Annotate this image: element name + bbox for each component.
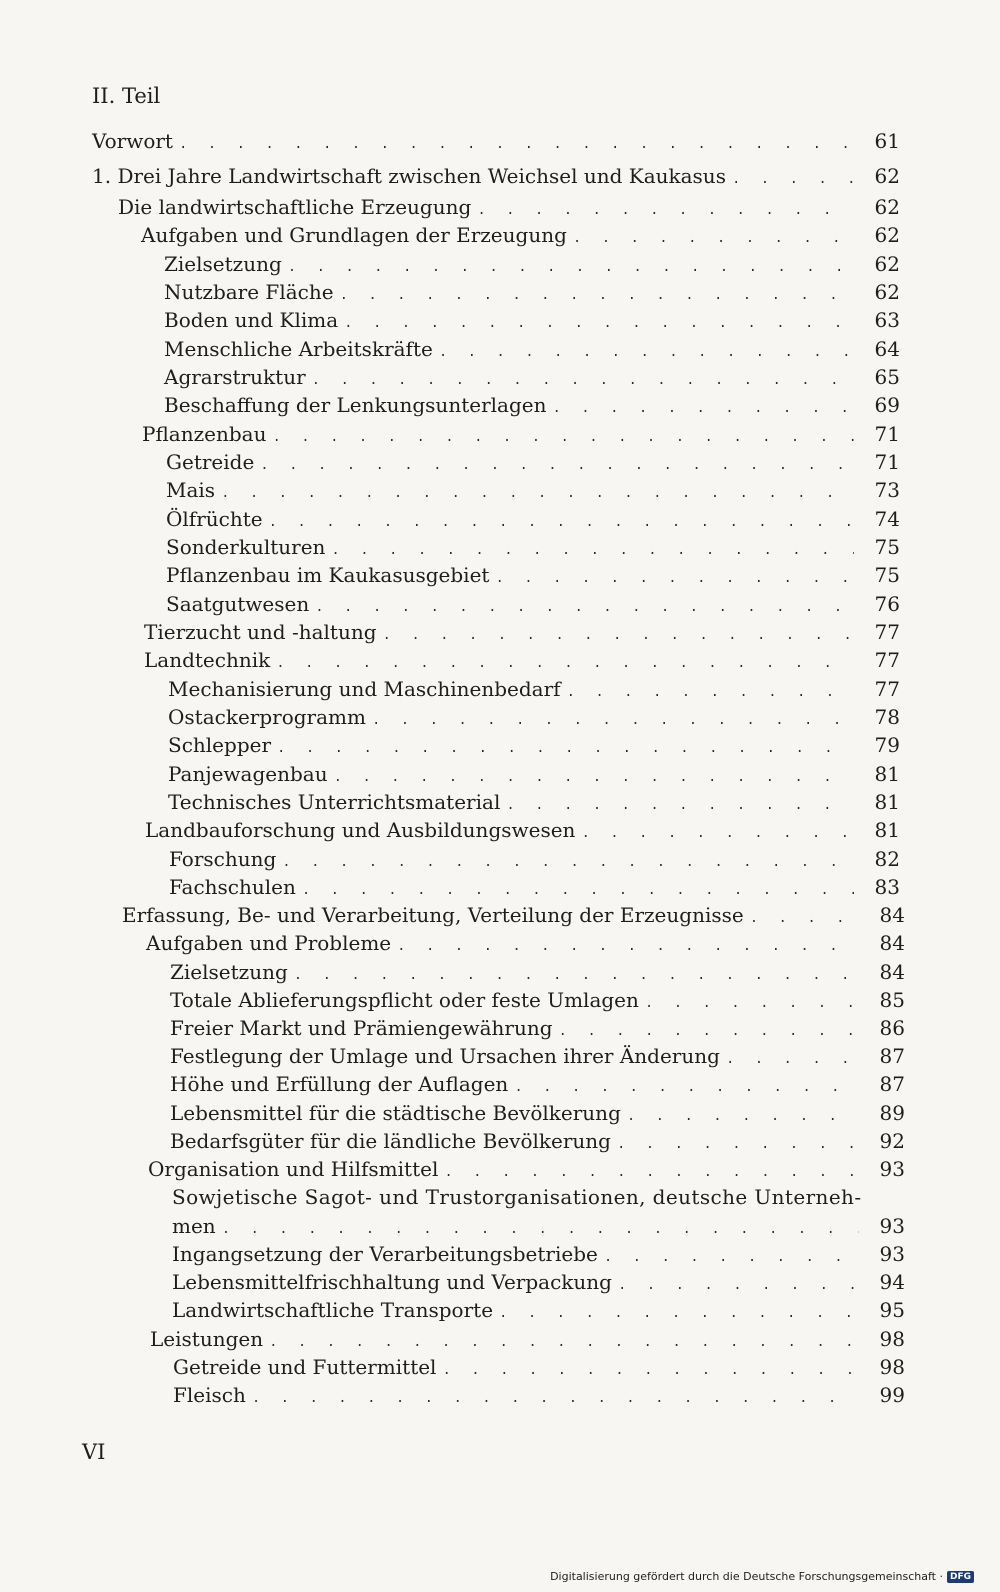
toc-entry-label: Boden und Klima — [164, 308, 339, 332]
toc-entry-label: Landtechnik — [144, 648, 271, 672]
toc-entry-page: 99 — [879, 1383, 905, 1407]
toc-entry — [166, 504, 900, 534]
toc-entry — [141, 220, 900, 250]
toc-entry-label: Beschaffung der Lenkungsunterlagen — [164, 393, 547, 417]
toc-entry — [168, 730, 900, 760]
toc-entry-label: Sonderkulturen — [166, 535, 326, 559]
toc-entry-label: Schlepper — [168, 733, 272, 757]
toc-entry-page: 62 — [874, 195, 900, 219]
toc-entry — [172, 1239, 905, 1269]
toc-entry — [173, 1380, 905, 1410]
page-folio: VI — [82, 1440, 106, 1464]
toc-entry — [164, 334, 900, 364]
dfg-logo: DFG — [947, 1571, 974, 1583]
toc-entry-page: 62 — [874, 280, 900, 304]
toc-entry-page: 93 — [879, 1214, 905, 1238]
toc-entry-page: 81 — [874, 762, 900, 786]
toc-entry-page: 87 — [879, 1072, 905, 1096]
toc-entry-page: 75 — [874, 535, 900, 559]
toc-entry-page: 98 — [879, 1327, 905, 1351]
toc-entry — [168, 759, 900, 789]
toc-entry-label: Höhe und Erfüllung der Auflagen — [170, 1072, 509, 1096]
toc-entry-page: 73 — [874, 478, 900, 502]
toc-entry-label: Totale Ablieferungspflicht oder feste Umlagen — [170, 988, 639, 1012]
toc-entry — [122, 900, 905, 930]
toc-entry-label: Freier Markt und Prämiengewährung — [170, 1016, 553, 1040]
toc-entry — [170, 1041, 905, 1071]
toc-entry-page: 76 — [874, 592, 900, 616]
toc-entry — [166, 560, 900, 590]
dot-leader — [732, 165, 854, 195]
toc-entry-label: men — [172, 1214, 216, 1238]
toc-entry-page: 77 — [874, 677, 900, 701]
toc-entry-label: Menschliche Arbeitskräfte — [164, 337, 433, 361]
toc-entry-page: 92 — [879, 1129, 905, 1153]
toc-entry — [168, 674, 900, 704]
toc-entry-page: 84 — [879, 931, 905, 955]
toc-entry-label: Landwirtschaftliche Transporte — [172, 1298, 494, 1322]
footer-text: Digitalisierung gefördert durch die Deutsche Forschungsgemeinschaft · — [550, 1570, 943, 1583]
toc-entry-wrapped-line: Sowjetische Sagot- und Trustorganisationen, deutsche Unterneh- — [172, 1185, 862, 1209]
toc-entry-page: 62 — [874, 164, 900, 188]
toc-entry — [172, 1267, 905, 1297]
toc-entry-label: Pflanzenbau im Kaukasusgebiet — [166, 563, 490, 587]
toc-entry-label: Technisches Unterrichtsmaterial — [168, 790, 501, 814]
toc-entry-page: 63 — [874, 308, 900, 332]
toc-entry — [145, 815, 900, 845]
toc-entry-label: Fleisch — [173, 1383, 246, 1407]
toc-entry-page: 93 — [879, 1242, 905, 1266]
toc-entry — [164, 362, 900, 392]
toc-entry-label: Leistungen — [150, 1327, 264, 1351]
toc-entry-label: Lebensmittel für die städtische Bevölkerung — [170, 1101, 621, 1125]
toc-entry-page: 84 — [879, 903, 905, 927]
toc-entry — [166, 532, 900, 562]
toc-entry — [164, 249, 900, 279]
toc-entry — [148, 1154, 905, 1184]
toc-entry-page: 71 — [874, 422, 900, 446]
toc-entry-label: Nutzbare Fläche — [164, 280, 334, 304]
toc-entry — [172, 1211, 905, 1241]
toc-entry-label: Saatgutwesen — [166, 592, 310, 616]
digitization-footer — [550, 1570, 974, 1583]
toc-entry-label: Zielsetzung — [164, 252, 282, 276]
toc-entry-page: 61 — [874, 129, 900, 153]
toc-entry-label: Lebensmittelfrischhaltung und Verpackung — [172, 1270, 612, 1294]
toc-entry-page: 77 — [874, 648, 900, 672]
toc-entry-page: 84 — [879, 960, 905, 984]
toc-entry-label: Getreide — [166, 450, 255, 474]
toc-entry-label: Festlegung der Umlage und Ursachen ihrer Änderung — [170, 1044, 720, 1068]
toc-entry-page: 94 — [879, 1270, 905, 1294]
toc-entry-label: Tierzucht und -haltung — [144, 620, 377, 644]
toc-entry-page: 64 — [874, 337, 900, 361]
toc-entry-page: 74 — [874, 507, 900, 531]
toc-entry-page: 78 — [874, 705, 900, 729]
toc-entry — [164, 390, 900, 420]
toc-entry — [142, 419, 900, 449]
toc-entry-label: 1. Drei Jahre Landwirtschaft zwischen Weichsel und Kaukasus — [92, 164, 726, 188]
toc-entry-page: 71 — [874, 450, 900, 474]
toc-entry — [166, 447, 900, 477]
toc-entry-label: Ingangsetzung der Verarbeitungsbetriebe — [172, 1242, 598, 1266]
toc-entry-page: 87 — [879, 1044, 905, 1068]
toc-entry-label: Panjewagenbau — [168, 762, 328, 786]
toc-entry-label: Mais — [166, 478, 216, 502]
toc-entry — [170, 957, 905, 987]
dot-leader — [252, 1384, 859, 1414]
toc-entry-page: 79 — [874, 733, 900, 757]
toc-entry — [92, 126, 900, 156]
toc-entry — [164, 277, 900, 307]
toc-entry-label: Getreide und Futtermittel — [173, 1355, 437, 1379]
toc-entry — [150, 1324, 905, 1354]
toc-entry-page: 75 — [874, 563, 900, 587]
toc-entry — [169, 844, 900, 874]
toc-entry-page: 93 — [879, 1157, 905, 1181]
toc-entry — [164, 305, 900, 335]
toc-entry-page: 98 — [879, 1355, 905, 1379]
toc-entry — [170, 1069, 905, 1099]
toc-entry-page: 86 — [879, 1016, 905, 1040]
toc-entry-page: 82 — [874, 847, 900, 871]
toc-entry-label: Agrarstruktur — [164, 365, 306, 389]
toc-entry-label: Aufgaben und Grundlagen der Erzeugung — [141, 223, 567, 247]
toc-entry — [168, 702, 900, 732]
toc-entry-label: Die landwirtschaftliche Erzeugung — [118, 195, 472, 219]
toc-entry-label: Zielsetzung — [170, 960, 288, 984]
toc-entry — [144, 645, 900, 675]
toc-entry-label: Mechanisierung und Maschinenbedarf — [168, 677, 561, 701]
dot-leader — [179, 130, 854, 160]
toc-entry — [118, 192, 900, 222]
toc-entry-page: 77 — [874, 620, 900, 644]
toc-entry — [92, 161, 900, 191]
toc-entry-page: 89 — [879, 1101, 905, 1125]
toc-entry — [144, 617, 900, 647]
toc-entry-page: 95 — [879, 1298, 905, 1322]
toc-entry-label: Ostackerprogramm — [168, 705, 366, 729]
toc-entry-page: 62 — [874, 223, 900, 247]
toc-entry — [168, 787, 900, 817]
toc-entry — [169, 872, 900, 902]
toc-entry-page: 65 — [874, 365, 900, 389]
toc-entry-page: 81 — [874, 790, 900, 814]
toc-entry-label: Organisation und Hilfsmittel — [148, 1157, 439, 1181]
toc-entry-label: Ölfrüchte — [166, 507, 263, 531]
part-title: II. Teil — [92, 84, 161, 108]
toc-entry — [173, 1352, 905, 1382]
toc-entry-label: Erfassung, Be- und Verarbeitung, Verteilung der Erzeugnisse — [122, 903, 744, 927]
toc-entry-label: Pflanzenbau — [142, 422, 267, 446]
toc-entry — [146, 928, 905, 958]
toc-entry-label: Vorwort — [92, 129, 173, 153]
toc-entry-label: Fachschulen — [169, 875, 296, 899]
toc-entry-label: Bedarfsgüter für die ländliche Bevölkerung — [170, 1129, 611, 1153]
toc-entry — [166, 475, 900, 505]
toc-entry-label: Forschung — [169, 847, 277, 871]
toc-entry-label: Aufgaben und Probleme — [146, 931, 392, 955]
toc-entry — [170, 1098, 905, 1128]
toc-entry — [170, 1126, 905, 1156]
toc-entry-page: 69 — [874, 393, 900, 417]
toc-entry — [172, 1295, 905, 1325]
toc-entry-label: Landbauforschung und Ausbildungswesen — [145, 818, 576, 842]
toc-entry-page: 83 — [874, 875, 900, 899]
toc-entry — [170, 1013, 905, 1043]
toc-entry — [170, 985, 905, 1015]
toc-entry-page: 62 — [874, 252, 900, 276]
toc-entry-page: 85 — [879, 988, 905, 1012]
toc-entry-page: 81 — [874, 818, 900, 842]
toc-entry — [166, 589, 900, 619]
